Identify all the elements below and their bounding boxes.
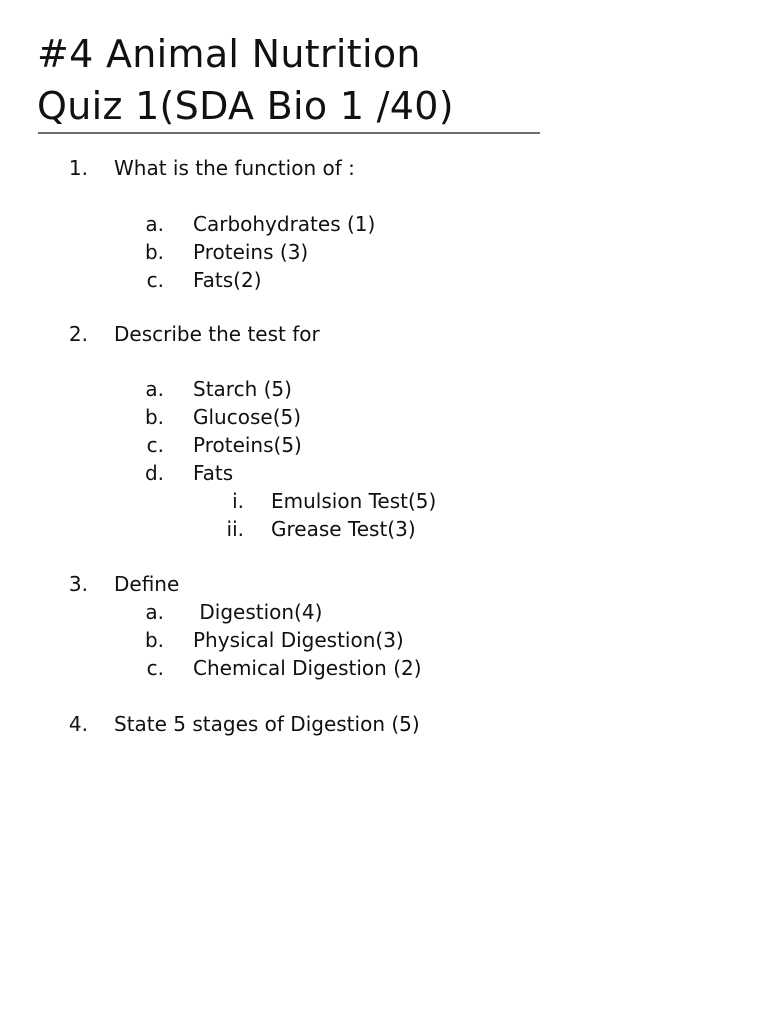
question-number: 1. xyxy=(68,156,88,180)
question-3 xyxy=(0,570,768,598)
question-2 xyxy=(0,320,768,348)
question-number: 4. xyxy=(68,712,88,736)
part-text: Carbohydrates (1) xyxy=(193,212,376,236)
question-2-part-d-sub-i xyxy=(0,487,768,515)
question-1 xyxy=(0,154,768,182)
question-number: 2. xyxy=(68,322,88,346)
question-2-part-b xyxy=(0,403,768,431)
part-marker: a. xyxy=(145,600,164,624)
part-marker: b. xyxy=(144,240,164,264)
question-3-part-a xyxy=(0,598,768,626)
part-marker: c. xyxy=(146,656,164,680)
part-marker: c. xyxy=(146,268,164,292)
part-text: Physical Digestion(3) xyxy=(193,628,404,652)
subpart-text: Grease Test(3) xyxy=(271,517,416,541)
question-4 xyxy=(0,710,768,738)
part-marker: b. xyxy=(144,405,164,429)
question-2-part-c xyxy=(0,431,768,459)
part-text: Digestion(4) xyxy=(193,600,323,624)
quiz-title xyxy=(37,28,454,132)
question-text: State 5 stages of Digestion (5) xyxy=(114,712,420,736)
question-1-part-c xyxy=(0,266,768,294)
subpart-text: Emulsion Test(5) xyxy=(271,489,437,513)
part-marker: d. xyxy=(144,461,164,485)
part-text: Proteins(5) xyxy=(193,433,302,457)
title-divider xyxy=(38,132,540,134)
question-3-part-c xyxy=(0,654,768,682)
part-text: Fats xyxy=(193,461,234,485)
title-line-2: Quiz 1(SDA Bio 1 /40) xyxy=(37,84,454,128)
part-text: Fats(2) xyxy=(193,268,262,292)
subpart-marker: ii. xyxy=(226,517,244,541)
part-marker: c. xyxy=(146,433,164,457)
question-text: Describe the test for xyxy=(114,322,320,346)
part-marker: a. xyxy=(145,212,164,236)
question-1-part-b xyxy=(0,238,768,266)
question-2-part-d-sub-ii xyxy=(0,515,768,543)
part-marker: b. xyxy=(144,628,164,652)
question-2-part-a xyxy=(0,375,768,403)
question-number: 3. xyxy=(68,572,88,596)
question-2-part-d xyxy=(0,459,768,487)
title-line-1: #4 Animal Nutrition xyxy=(37,32,421,76)
question-text: Define xyxy=(114,572,180,596)
question-3-part-b xyxy=(0,626,768,654)
question-1-part-a xyxy=(0,210,768,238)
question-text: What is the function of : xyxy=(114,156,355,180)
part-text: Starch (5) xyxy=(193,377,292,401)
part-text: Chemical Digestion (2) xyxy=(193,656,422,680)
part-text: Proteins (3) xyxy=(193,240,309,264)
part-marker: a. xyxy=(145,377,164,401)
part-text: Glucose(5) xyxy=(193,405,302,429)
subpart-marker: i. xyxy=(232,489,244,513)
